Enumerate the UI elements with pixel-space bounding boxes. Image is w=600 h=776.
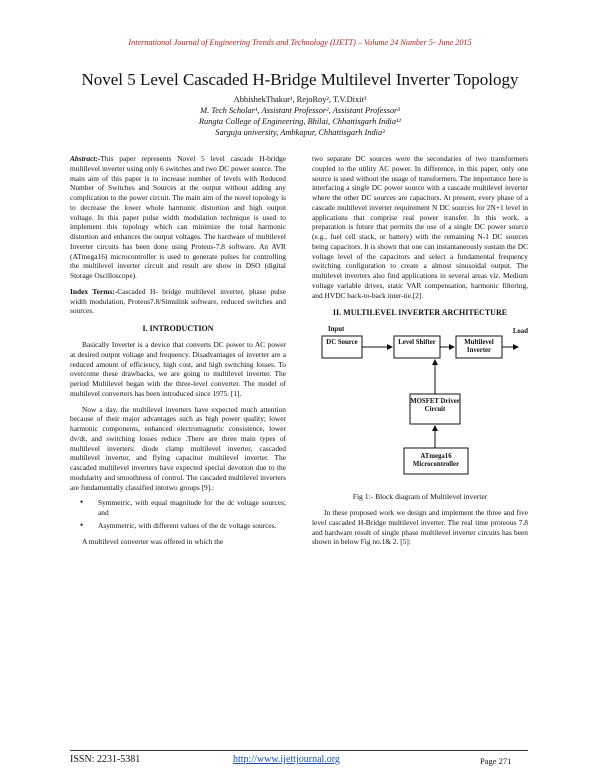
affiliation-1: Rungta College of Engineering, Bhilai, Chhattisgarh India¹² bbox=[198, 117, 402, 126]
microcontroller-label: ATmega16 Microcontroller bbox=[412, 453, 460, 469]
figure-caption: Fig 1:- Block diagram of Multilevel inverter bbox=[352, 492, 488, 502]
abstract-label: Abstract:- bbox=[70, 154, 101, 163]
footer-issn: ISSN: 2231-5381 bbox=[70, 754, 141, 765]
load-label: Load bbox=[512, 328, 528, 336]
right-paragraph-2: In these proposed work we design and implement the three and five level cascaded H-Bridge multilevel inverter. The real time proteous 7.8 and hardware result of single phase multilevel inverter circuits has been shown in below Fig no.1& 2. [5]: bbox=[312, 508, 528, 547]
section-heading-introduction: I. INTRODUCTION bbox=[142, 324, 214, 333]
affiliation-2: Sarguja university, Ambkapur, Chhattisgarh India³ bbox=[215, 128, 385, 137]
journal-header: International Journal of Engineering Trends and Technology (IJETT) – Volume 24 Number 5- June 2015 bbox=[128, 38, 472, 47]
list-item: • Symmetric, with equal magnitude for the dc voltage sources; and bbox=[80, 498, 286, 518]
block-diagram bbox=[312, 324, 528, 486]
dc-source-label: DC Source bbox=[326, 339, 358, 347]
footer-journal-link[interactable]: http://www.ijettjournal.org bbox=[233, 754, 340, 765]
intro-paragraph-3: A multilevel converter was offered in which the bbox=[82, 536, 224, 546]
list-item: • Asymmetric, with different values of the dc voltage sources. bbox=[80, 521, 286, 531]
bullet-list bbox=[70, 498, 286, 530]
abstract-text: This paper represents Novel 5 level cascade H-bridge multilevel inverter using only 6 switches and two DC power source. The main aim of this paper is to increase number of levels with Reduced Number of Switches and Sources at the output without adding any complication to the power circuit. The main aim of the novel topology is to decrease the lower whole harmonic distortion and high output voltage. In this paper pulse width modulation technique is used to implement this topology which can minimize the total harmonic distortion and enhances the output voltages. The hardware of multilevel Inverter circuits has been done using Proteus-7.8 software. An AVR (ATmega16) microcontroller is used to generate pulses for controlling the multilevel inverter circuit and result are show in DSO (digital Storage Oscilloscope). bbox=[70, 154, 286, 280]
author-block bbox=[0, 94, 600, 138]
intro-paragraph-2: Now a day, the multilevel inverters have expected much attention because of their major advantages such as high power quality; lower harmonic components, enhanced electromagnetic consistence, lower dv/dt, and switching losses reduce .There are three main types of multilevel inverters: diode clamp multilevel inverter, cascaded multilevel inverter, and flying capacitor multilevel inverter. The cascaded multilevel inverters have expected special devotion due to the modularity and smoothness of control. The cascaded multilevel inverters are fundamentally classified intotwo groups [9].: bbox=[70, 404, 286, 492]
level-shifter-label: Level Shifter bbox=[398, 339, 436, 347]
index-terms-text: Cascaded H- bridge multilevel inverter, phase pulse width modulation, Proteus7.8/Simulink software, reduced switches and sources. bbox=[70, 286, 286, 316]
paper-title: Novel 5 Level Cascaded H-Bridge Multilevel Inverter Topology bbox=[81, 70, 519, 89]
right-paragraph-1: two separate DC sources were the secondaries of two transformers coupled to the utility AC power. In difference, in this paper, only one source is used without the usage of transformers. The importance here is interfacing a single DC power source with a cascade multilevel inverter where the other DC sources are capacitors. At present, every phase of a cascade multilevel inverter requirement N DC sources for 2N+1 level in applications that comprise real power transfer. In this work, a preparation is future that permits the use of a single DC power source (e.g., fuel cell stack, or battery) with the remaining N-1 DC sources being capacitors. It is shown that one can instantaneously sustain the DC voltage level of the capacitors and select a fundamental frequency switching configuration to create a almost sinusoidal output. The multilevel inverters also find applications in several areas viz. Medium voltage variable drives, static VAR compensation, harmonic filtering, and HVDC back-to-back inter-tie.[2]. bbox=[312, 154, 528, 300]
intro-paragraph-1: Basically Inverter is a device that converts DC power to AC power at desired output voltage and frequency. Disadvantages of inverter are a reduced amount of efficiency, high cost, and high switching losses. To overcome these drawbacks, we are going to multilevel inverter. The period Multilevel began with the three-level converter. The model of multilevel converters has been introduced since 1975. [1]. bbox=[70, 340, 286, 398]
abstract bbox=[70, 154, 286, 281]
author-names: AbhishekThakur¹, RejoRoy², T.V.Dixit³ bbox=[233, 95, 367, 104]
author-roles: M. Tech Scholar¹, Assistant Professor², Assistant Professor³ bbox=[200, 106, 400, 115]
input-label: Input bbox=[328, 326, 345, 334]
index-terms bbox=[70, 287, 286, 316]
multilevel-inverter-label: Multilevel Inverter bbox=[464, 339, 494, 355]
left-column bbox=[70, 154, 286, 552]
section-heading-architecture: II. MULTILEVEL INVERTER ARCHITECTURE bbox=[332, 308, 508, 318]
index-terms-label: Index Terms:- bbox=[70, 286, 118, 296]
right-column bbox=[312, 154, 528, 553]
mosfet-driver-label: MOSFET Driver Circuit bbox=[410, 398, 460, 414]
footer-page-number: Page 271 bbox=[480, 756, 512, 766]
footer-divider bbox=[70, 750, 528, 751]
